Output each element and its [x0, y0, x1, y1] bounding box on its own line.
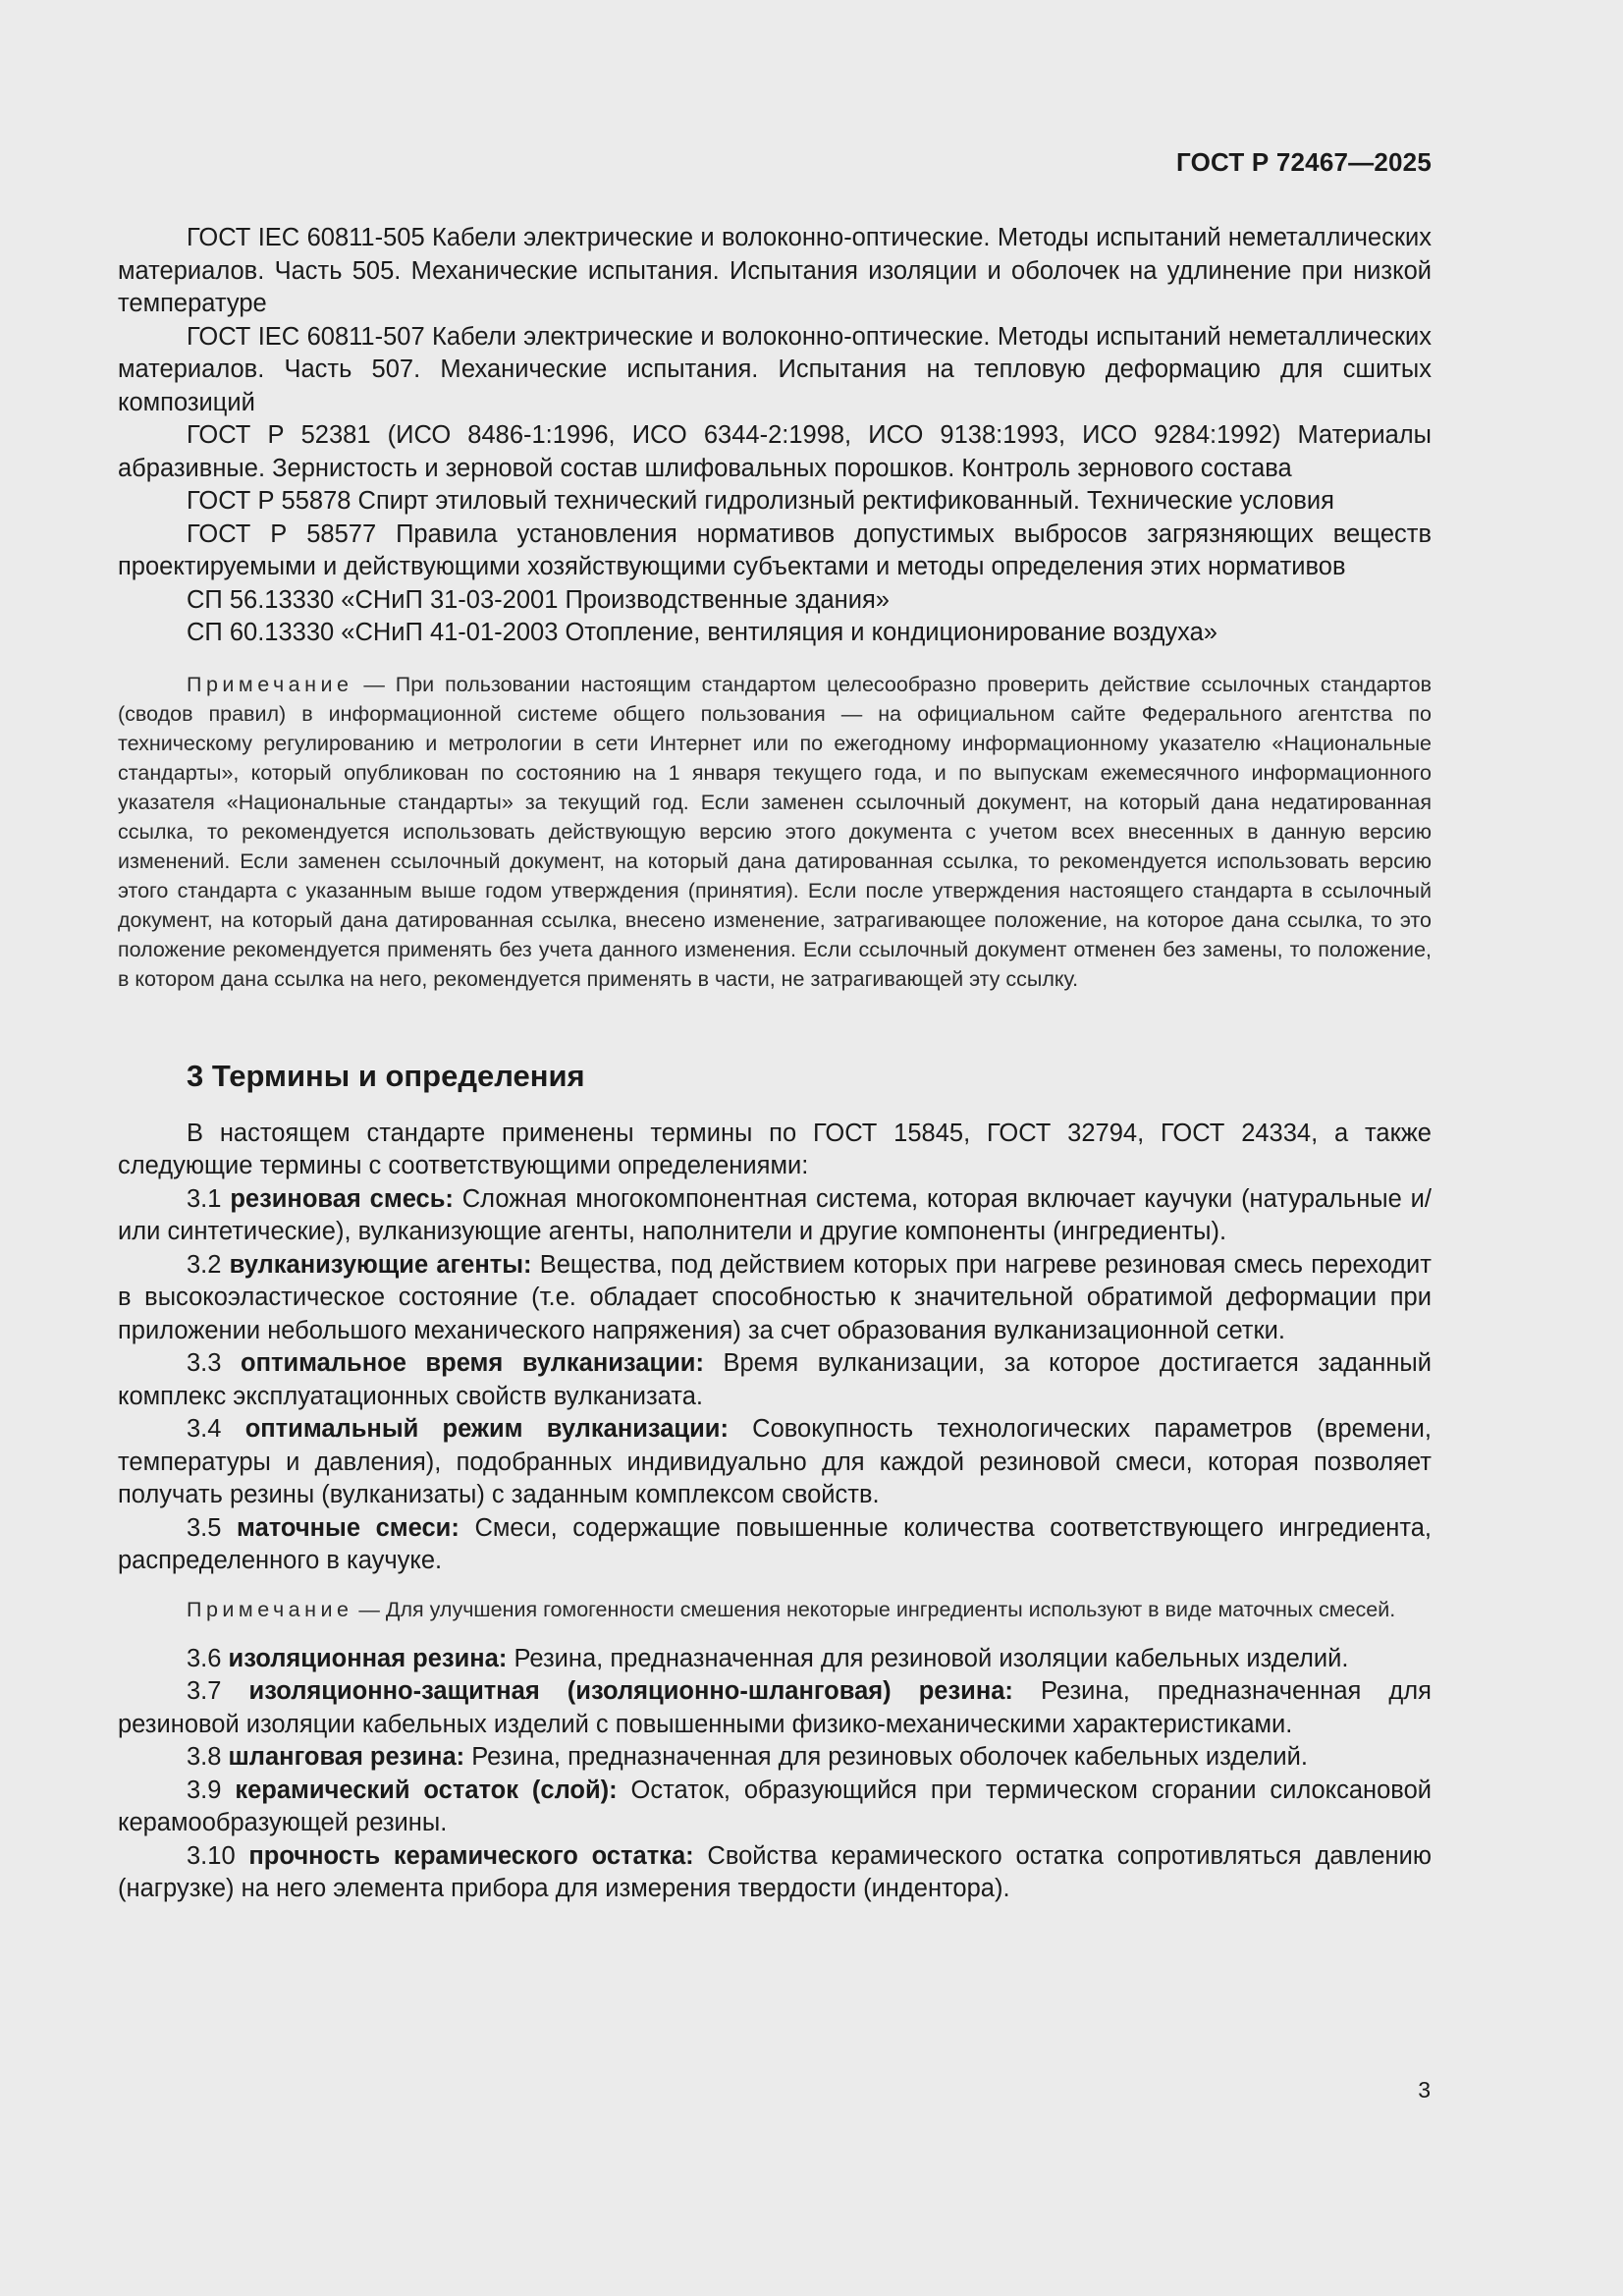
note-text: — При пользовании настоящим стандартом целесообразно проверить действие ссылочных стандартов (сводов правил) в информационной системе общего пользования — на официальном сайте Федерального агентства по техническому регулированию и метрологии в сети Интернет или по ежегодному информационному указателю «Национальные стандарты», который опубликован по состоянию на 1 января текущего года, и по выпускам ежемесячного информационного указателя «Национальные стандарты» за текущий год. Если заменен ссылочный документ, на который дана недатированная ссылка, то рекомендуется использовать действующую версию этого документа с учетом всех внесенных в данную версию изменений. Если заменен ссылочный документ, на который дана датированная ссылка, то рекомендуется использовать версию этого стандарта с указанным выше годом утверждения (принятия). Если после утверждения настоящего стандарта в ссылочный документ, на который дана датированная ссылка, внесено изменение, затрагивающее положение, на которое дана ссылка, то это положение рекомендуется применять без учета данного изменения. Если ссылочный документ отменен без замены, то положение, в котором дана ссылка на него, рекомендуется применять в части, не затрагивающей эту ссылку.	[118, 672, 1432, 991]
term-name: изоляционная резина:	[228, 1644, 508, 1672]
term-definition	[118, 1643, 1432, 1676]
document-body	[118, 222, 1432, 1906]
term-definition	[118, 1413, 1432, 1512]
term-text: Время вулканизации, за которое достигается заданный комплекс эксплуатационных свойств вулканизата.	[118, 1349, 1432, 1410]
term-number: 3.3	[187, 1349, 241, 1377]
term-number: 3.7	[187, 1677, 249, 1705]
term-text: Резина, предназначенная для резиновой изоляции кабельных изделий с повышенными физико-механическими характеристиками.	[118, 1677, 1432, 1738]
reference-item: ГОСТ Р 52381 (ИСО 8486-1:1996, ИСО 6344-2:1998, ИСО 9138:1993, ИСО 9284:1992) Материалы абразивные. Зернистость и зерновой состав шлифовальных порошков. Контроль зернового состава	[118, 421, 1432, 482]
term-number: 3.10	[187, 1841, 249, 1870]
reference-item: ГОСТ IEC 60811-507 Кабели электрические и волоконно-оптические. Методы испытаний неметаллических материалов. Часть 507. Механические испытания. Испытания на тепловую деформацию для сшитых композиций	[118, 322, 1432, 416]
term-text: Сложная многокомпонентная система, которая включает каучуки (натуральные и/или синтетические), вулканизующие агенты, наполнители и другие компоненты (ингредиенты).	[118, 1184, 1432, 1245]
note-label: Примечание	[187, 672, 353, 696]
term-text: Остаток, образующийся при термическом сгорании силоксановой керамообразующей резины.	[118, 1776, 1432, 1836]
term-definition	[118, 1512, 1432, 1578]
term-number: 3.8	[187, 1743, 229, 1771]
term-text: Резина, предназначенная для резиновых оболочек кабельных изделий.	[464, 1743, 1308, 1771]
term-text: Смеси, содержащие повышенные количества соответствующего ингредиента, распределенного в каучуке.	[118, 1513, 1432, 1574]
term-text: Резина, предназначенная для резиновой изоляции кабельных изделий.	[507, 1644, 1349, 1672]
term-name: резиновая смесь:	[230, 1184, 454, 1213]
term-name: изоляционно-защитная (изоляционно-шланговая) резина:	[248, 1677, 1013, 1705]
term-text: Вещества, под действием которых при нагреве резиновая смесь переходит в высокоэластическое состояние (т.е. обладает способностью к значительной обратимой деформации при приложении небольшого механического напряжения) за счет образования вулканизационной сетки.	[118, 1250, 1432, 1344]
reference-item: СП 60.13330 «СНиП 41-01-2003 Отопление, вентиляция и кондиционирование воздуха»	[187, 619, 1217, 646]
section-title: 3 Термины и определения	[187, 1058, 585, 1093]
term-text: Совокупность технологических параметров (времени, температуры и давления), подобранных индивидуально для каждой резиновой смеси, которая позволяет получать резины (вулканизаты) с заданным комплексом свойств.	[118, 1415, 1432, 1508]
note-text: — Для улучшения гомогенности смешения некоторые ингредиенты используют в виде маточных смесей.	[352, 1597, 1396, 1621]
term-name: маточные смеси:	[237, 1513, 460, 1542]
reference-item: ГОСТ Р 58577 Правила установления нормативов допустимых выбросов загрязняющих веществ проектируемыми и действующими хозяйствующими субъектами и методы определения этих нормативов	[118, 519, 1432, 580]
term-definition	[118, 1347, 1432, 1413]
reference-item: ГОСТ IEC 60811-505 Кабели электрические и волоконно-оптические. Методы испытаний неметаллических материалов. Часть 505. Механические испытания. Испытания изоляции и оболочек на удлинение при низкой температуре	[118, 224, 1432, 317]
term-text: Свойства керамического остатка сопротивляться давлению (нагрузке) на него элемента прибора для измерения твердости (индентора).	[118, 1841, 1432, 1902]
term-number: 3.5	[187, 1513, 238, 1542]
term-number: 3.4	[187, 1415, 245, 1443]
term-definition	[118, 1183, 1432, 1249]
document-id-header: ГОСТ Р 72467—2025	[1176, 147, 1432, 177]
reference-item: ГОСТ Р 55878 Спирт этиловый технический гидролизный ректификованный. Технические условия	[187, 487, 1334, 515]
page-number: 3	[1418, 2077, 1431, 2103]
term-definition	[118, 1249, 1432, 1348]
note-master-batches	[118, 1595, 1432, 1624]
term-name: прочность керамического остатка:	[248, 1841, 694, 1870]
note-label: Примечание	[187, 1597, 353, 1621]
section-intro: В настоящем стандарте применены термины по ГОСТ 15845, ГОСТ 32794, ГОСТ 24334, а также следующие термины с соответствующими определениями:	[118, 1119, 1432, 1179]
reference-item: СП 56.13330 «СНиП 31-03-2001 Производственные здания»	[187, 585, 890, 614]
term-name: оптимальное время вулканизации:	[241, 1349, 704, 1377]
term-name: керамический остаток (слой):	[235, 1776, 618, 1804]
term-definition	[118, 1775, 1432, 1840]
term-number: 3.9	[187, 1776, 236, 1804]
note-references	[118, 670, 1432, 994]
term-definition	[118, 1675, 1432, 1741]
term-number: 3.2	[187, 1250, 230, 1279]
term-definition	[118, 1741, 1432, 1775]
term-name: шланговая резина:	[228, 1743, 465, 1771]
term-name: вулканизующие агенты:	[229, 1250, 532, 1279]
term-definition	[118, 1840, 1432, 1906]
term-number: 3.1	[187, 1184, 231, 1213]
term-number: 3.6	[187, 1644, 229, 1672]
term-name: оптимальный режим вулканизации:	[244, 1415, 729, 1443]
